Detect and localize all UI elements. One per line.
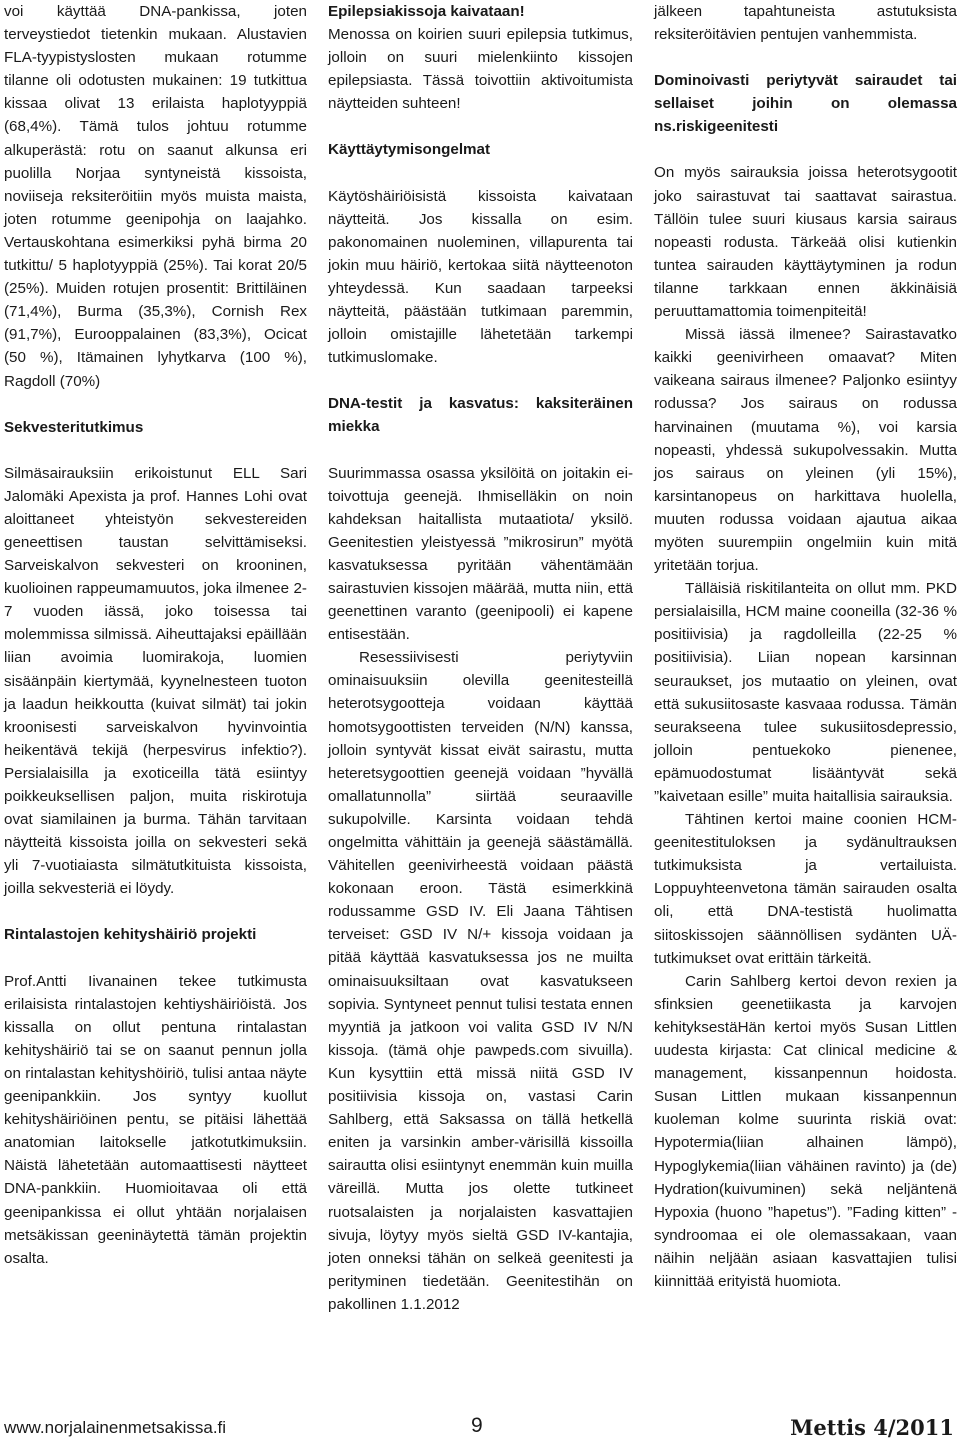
paragraph: Prof.Antti Iivanainen tekee tutkimusta erilaisista rintalastojen kehtiyshäiriöistä. Jos kissalla on ollut pentuna rintalastan kehityshäiriö tai se on saanut pennun jolla on rintalastan kehityshöiriö, tulisi antaa näyte geenipankkiin. Jos syntyy kuollut kehityshäiriöinen pentu, se pitäisi lähettää anatomian laitokselle jatkotutkimuksiin. Näistä lähetetään automaattisesti näytteet DNA-pankkiin. Huomioitavaa oli että geenipankissa ei ollut yhtään norjalaisen metsäkissan geeninäytettä tämän projektin osalta. bbox=[4, 972, 307, 1267]
paragraph: Carin Sahlberg kertoi devon rexien ja sfinksien geenetiikasta ja karvojen kehityksestäHän kertoi myös Susan Littlen uudesta kirjasta: Cat clinical medicine & management, kissanpennun hoidosta. Susan Littlen mukaan kissanpennun kuoleman kolme suurinta riskiä ovat: Hypotermia(liian alhainen lämpö), Hypoglykemia(liian vähäinen ravinto) ja (de) Hydration(kuivuminen) sekä neljäntenä Hypoxia (huono ”hapetus”). ”Fading kitten” - syndroomaa ei ole olemassakaan, vaan näihin neljään asiaan kasvattajien tulisi kiinnittää erityistä huomiota. bbox=[654, 972, 957, 1290]
paragraph: Menossa on koirien suuri epilepsia tutkimus, jolloin on suuri mielenkiinto kissojen epilepsiasta. Tässä toivottiin aktivoitumista näytteiden suhteen! bbox=[328, 26, 633, 113]
section-heading-epilepsia: Epilepsiakissoja kaivataan! bbox=[328, 3, 525, 20]
section-heading-sekvesteri: Sekvesteritutkimus bbox=[4, 418, 144, 436]
paragraph: Resessiivisesti periytyviin ominaisuuksiin olevilla geenitesteillä heterotsygootteja voidaan käyttää homotsygoottisten terveiden (N/N) kanssa, jolloin syntyvät kissat eivät sairastu, mutta heteretsygoottien geenejä voidaan ”hyvällä omallatunnolla” siirtää seuraaville sukupolville. Karsinta voidaan tehdä ongelmitta vähittäin ja geenejä säästämällä. Vähitellen geenivirheestä voidaan päästä kokonaan eroon. Tästä esimerkkinä rodussamme GSD IV. Eli Jaana Tähtisen terveiset: GSD IV N/+ kissoja voidaan ja pitää käyttää kasvatuksessa jos ne muilta ominaisuuksiltaan ovat kasvatukseen sopivia. Syntyneet pennut tulisi testata ennen myyntiä ja jatkoon voi valita GSD IV N/N kissoja. (tämä ohje pawpeds.com sivuilla). Kun kysyttiin että missä niitä GSD IV positiivisia kissoja on, vastasi Carin Sahlberg, että Saksassa on tällä hetkellä eniten ja varsinkin amber-värisillä kissoilla sairautta olisi esiintynyt enemmän kuin muilla väreillä. Mutta jos olette tutkineet ruotsalaisten ja norjalaisten kasvattajien sivuja, löytyy myös sieltä GSD IV-kantajia, joten onneksi tähän on selkeä geenitesti ja perityminen tiedetään. Geenitestihän on pakollinen 1.1.2012 bbox=[328, 649, 633, 1313]
paragraph: Silmäsairauksiin erikoistunut ELL Sari Jalomäki Apexista ja prof. Hannes Lohi ovat aloittaneet yhteistyön sekvestereiden geneettisen taustan selvittämiseksi. Sarveiskalvon sekvesteri on krooninen, kuolioinen rappeumamuutos, joka ilmenee 2-7 vuoden iässä, joko toisessa tai molemmissa silmissä. Aiheuttajaksi epäillään liian avoimia luomirakoja, luomien sisäänpäin kiertymää, kyynelnesteen tuoton ja laadun heikkoutta (kuivat silmät) tai jokin kroonisesti sarveiskalvon hyvinvointia heikentävä tekijä (herpesvirus infektio?). Persialaisilla ja exoticeilla tätä esiintyy poikkeuksellisen paljon, muita riskirotuja ovat siamilainen ja burma. Tähän tarvitaan näytteitä kissoista joilla on sekvesteri sekä yli 7-vuotiaiasta silmätutkituista kissoista, joilla sekvesteriä ei löydy. bbox=[4, 464, 307, 898]
paragraph: Käytöshäiriöisistä kissoista kaivataan näytteitä. Jos kissalla on esim. pakonomainen nuoleminen, villapurenta tai jokin muu häiriö, kertokaa siitä näytteenoton yhteydessä. Kun saadaan tarpeeksi näytteitä, päästään tutkimaan paremmin, jolloin omistajille lähetetään tarkempi tutkimuslomake. bbox=[328, 187, 633, 367]
section-heading-kayttaytyminen: Käyttäytymisongelmat bbox=[328, 141, 491, 159]
issue-label: Mettis 4/2011 bbox=[790, 1415, 954, 1440]
column-2 bbox=[328, 0, 633, 1316]
paragraph: voi käyttää DNA-pankissa, joten terveystiedot tietenkin mukaan. Alustavien FLA-tyypistyslosten mukaan rotumme tilanne oli odotusten mukainen: 19 tutkittua kissaa olivat 13 erilaista haplotyyppiä (68,4%). Tämä tulos johtuu rotumme alkuperästä: rotu on saanut alkunsa eri puolilla Norjaa syntyneistä kissoista, noviiseja reksiteröitiin myös muista maista, joten rotumme geenipohja on laajahko. Vertauskohtana esimerkiksi pyhä birma 20 tutkittu/ 5 haplotyyppiä (25%). Tai korat 20/5 (25%). Muiden rotujen prosentit: Brittiläinen (71,4%), Burma (35,3%), Cornish Rex (91,7%), Eurooppalainen (83,3%), Ocicat (50 %), Itämainen lyhytkarva (100 %), Ragdoll (70%) bbox=[4, 3, 307, 390]
paragraph: Tähtinen kertoi maine coonien HCM-geenitestituloksen ja sydänultrauksen tutkimuksista ja vertailuista. Loppuyhteenvetona tämän sairauden osalta oli, että DNA-testistä huolimatta siitoskissojen säännöllisen sydänten UÄ-tutkimukset ovat erittäin tärkeitä. bbox=[654, 811, 957, 967]
page-footer bbox=[0, 1416, 960, 1444]
section-heading-dominoivat: Dominoivasti periytyvät sairaudet tai sellaiset joihin on olemassa ns.riskigeenitesti bbox=[654, 72, 957, 136]
page-number: 9 bbox=[471, 1414, 483, 1437]
paragraph: jälkeen tapahtuneista astutuksista reksiteröitävien pentujen vanhemmista. bbox=[654, 3, 957, 44]
website-link[interactable]: www.norjalainenmetsakissa.fi bbox=[4, 1418, 227, 1437]
paragraph: On myös sairauksia joissa heterotsygootit joko sairastuvat tai saattavat sairastua. Tällöin tulee suuri kiusaus karsia sairaus nopeasti rodusta. Tärkeää olisi kutienkin tuntea sairauden käyttäytyminen ja rodun tilanne tarkkaan ennen äkkinäisiä peruuttamattomia toimenpiteitä! bbox=[654, 164, 957, 321]
column-3 bbox=[654, 0, 957, 1293]
paragraph: Suurimmassa osassa yksilöitä on joitakin ei-toivottuja geenejä. Ihmiselläkin on noin kahdeksan haitallista mutaatiota/ yksilö. Geenitestien yleistyessä ”mikrosirun” myötä kasvatuksessa pyritään vähentämään sairastuvien kissojen määrää, mutta niin, että geenettinen varanto (geenipooli) ei kapene entisestään. bbox=[328, 464, 633, 644]
paragraph: Tälläisiä riskitilanteita on ollut mm. PKD persialaisilla, HCM maine cooneilla (32-36 % positiivisia) ja ragdolleilla (22-25 % positiivisia). Liian nopean karsinnan seuraukset, jos mutaatio on yleinen, ovat että sukusiitosaste kasvaaa rodussa. Tämän seurakseena tulee sukusiitosdepressio, jolloin pentuekoko pienenee, epämuodostumat lisääntyvät sekä ”kaivetaan esille” muita haitallisia sairauksia. bbox=[654, 580, 957, 805]
section-heading-dna-testit: DNA-testit ja kasvatus: kaksiteräinen miekka bbox=[328, 395, 633, 436]
column-1 bbox=[4, 0, 307, 1270]
paragraph: Missä iässä ilmenee? Sairastavatko kaikki geenivirheen omaavat? Miten vaikeana sairaus ilmenee? Paljonko esiintyy rodussa? Jos sairaus on rodussa harvinainen (muutama %), voi karsia nopeasti, yhdessä sukupolvessakin. Mutta jos sairaus on yleinen (yli 15%), karsintanopeus on harkittava huolella, muuten rodussa voidaan ajautua aikaa myöten suurempiin ongelmiin kuin mitä yritetään torjua. bbox=[654, 326, 957, 575]
section-heading-rintalasta: Rintalastojen kehityshäiriö projekti bbox=[4, 926, 257, 944]
